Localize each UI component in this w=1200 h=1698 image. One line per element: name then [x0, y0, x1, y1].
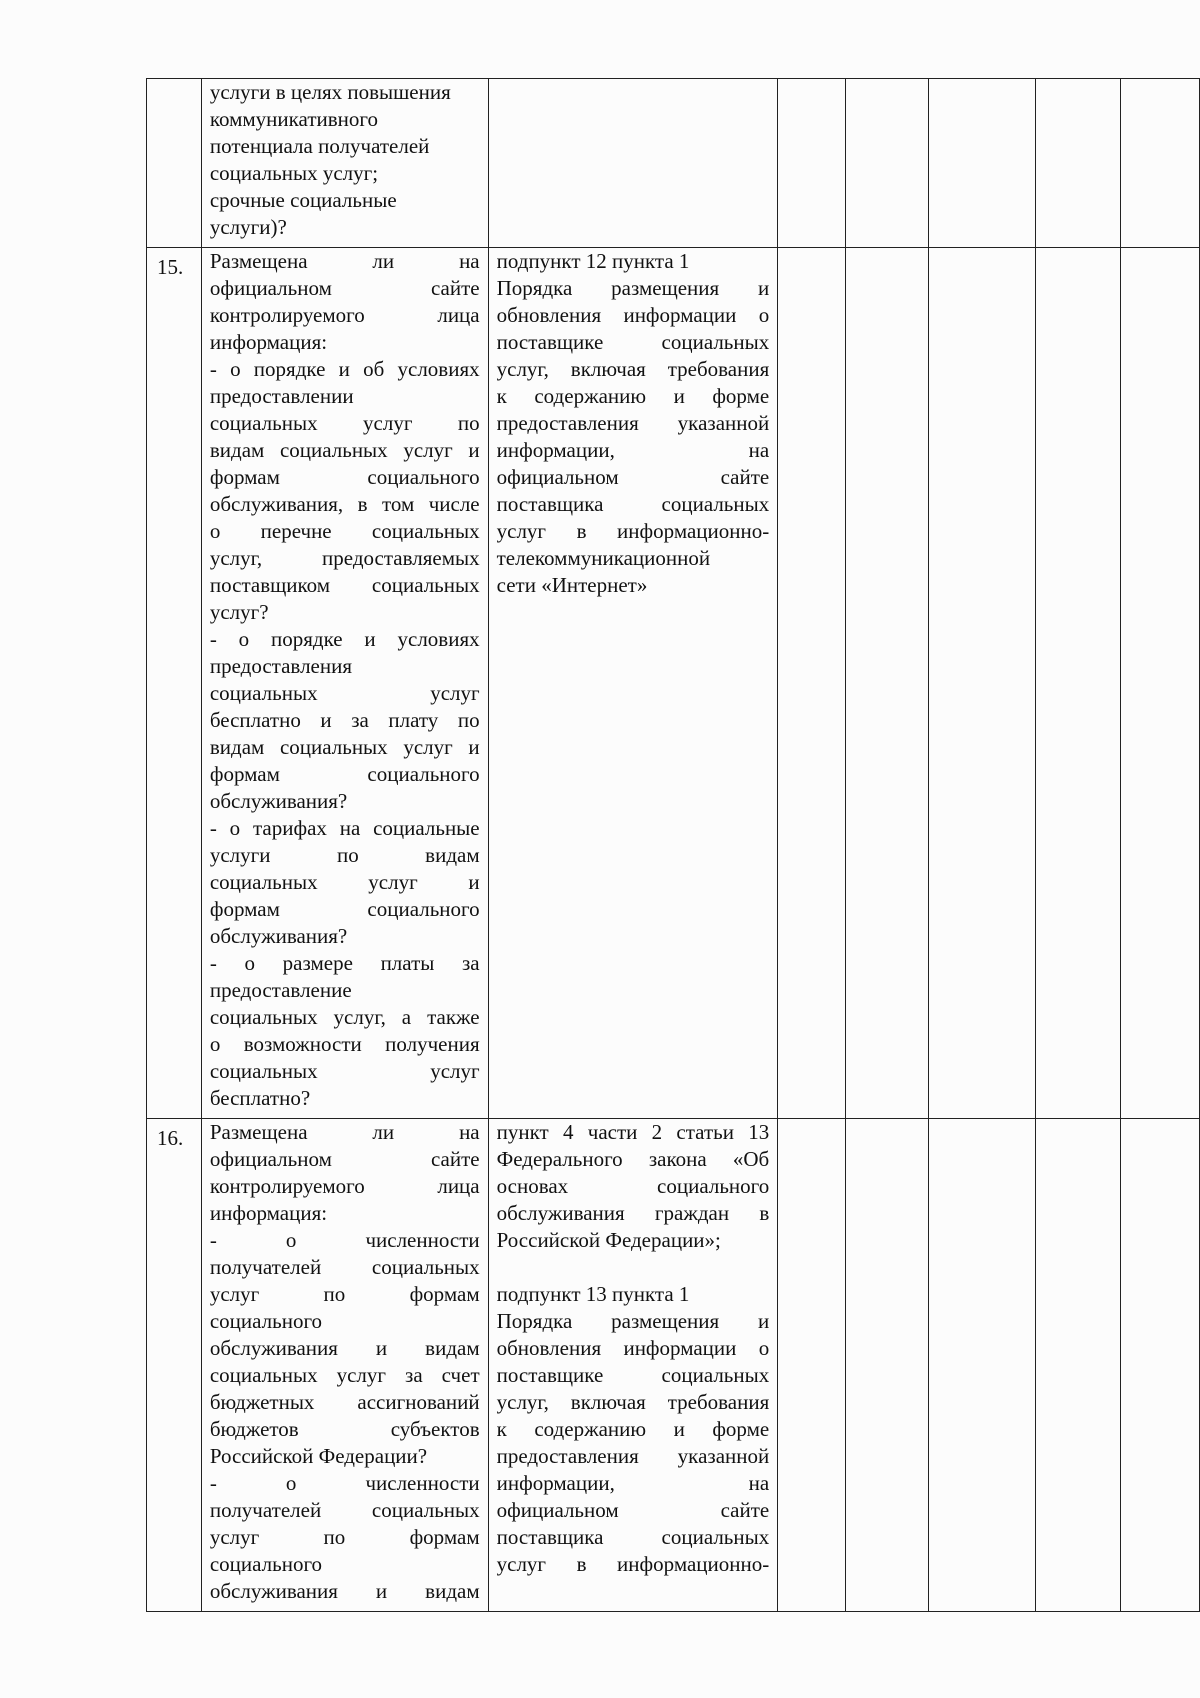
text-line: коммуникативного — [209, 107, 378, 131]
extra-cell — [1120, 248, 1199, 1119]
text-line: социального — [209, 1309, 323, 1333]
legal-reference-cell — [488, 79, 778, 248]
text-line: контролируемого лица — [209, 303, 480, 327]
text-line: о перечне социальных — [209, 519, 480, 543]
text-line: предоставления — [209, 654, 352, 678]
text-line: информации, на — [496, 1471, 770, 1495]
text-line: подпункт 13 пункта 1 — [496, 1282, 690, 1306]
row-number: 15. — [147, 248, 202, 1119]
answer-yes-cell — [778, 79, 845, 248]
text-line: услуги по видам — [209, 843, 480, 867]
row-number: 16. — [147, 1119, 202, 1612]
text-line: официальном сайте — [209, 1147, 480, 1171]
text-line: основах социального — [496, 1174, 770, 1198]
text-line: к содержанию и форме — [496, 384, 770, 408]
text-line: получателей социальных — [209, 1255, 480, 1279]
notes-cell — [1036, 79, 1120, 248]
text-line: видам социальных услуг и — [209, 735, 480, 759]
checklist-table — [146, 78, 1200, 1612]
text-line: - о численности — [209, 1228, 480, 1252]
answer-yes-cell — [778, 1119, 845, 1612]
answer-no-cell — [845, 1119, 928, 1612]
text-line: бесплатно? — [209, 1086, 311, 1110]
text-line: подпункт 12 пункта 1 — [496, 249, 690, 273]
text-line: услуг, включая требования — [496, 1390, 770, 1414]
text-line: Российской Федерации? — [209, 1444, 428, 1468]
notes-cell — [1036, 1119, 1120, 1612]
question-cell — [201, 1119, 488, 1612]
table-row — [147, 248, 1200, 1119]
answer-not-applicable-cell — [929, 79, 1036, 248]
answer-no-cell — [845, 79, 928, 248]
text-line — [497, 1254, 770, 1281]
text-line: поставщика социальных — [496, 1525, 770, 1549]
text-line: к содержанию и форме — [496, 1417, 770, 1441]
text-line: поставщике социальных — [496, 330, 770, 354]
text-line: предоставления указанной — [496, 1444, 770, 1468]
text-line: социальных услуг; — [209, 161, 379, 185]
text-line: обслуживания? — [209, 789, 348, 813]
text-line: предоставление — [209, 978, 352, 1002]
text-line: услуг по формам — [209, 1525, 480, 1549]
text-line: бюджетов субъектов — [209, 1417, 480, 1441]
text-line: обслуживания граждан в — [496, 1201, 770, 1225]
text-line: срочные социальные — [209, 188, 397, 212]
text-line: формам социального — [209, 762, 480, 786]
text-line: социального — [209, 1552, 323, 1576]
text-line: официальном сайте — [209, 276, 480, 300]
text-line: обновления информации о — [496, 1336, 770, 1360]
text-line: обслуживания и видам — [209, 1579, 480, 1603]
text-line: - о тарифах на социальные — [209, 816, 480, 840]
extra-cell — [1120, 1119, 1199, 1612]
text-line: поставщиком социальных — [209, 573, 480, 597]
text-line: социальных услуг, а также — [209, 1005, 480, 1029]
text-line: услуг в информационно- — [496, 1552, 770, 1576]
text-line: пункт 4 части 2 статьи 13 — [496, 1120, 770, 1144]
text-line: о возможности получения — [209, 1032, 480, 1056]
text-line: Федерального закона «Об — [496, 1147, 770, 1171]
text-line: услуги в целях повышения — [209, 80, 451, 104]
text-line: услуг в информационно- — [496, 519, 770, 543]
text-line: услуг, включая требования — [496, 357, 770, 381]
text-line: - о размере платы за — [209, 951, 480, 975]
text-line: - о численности — [209, 1471, 480, 1495]
text-line: - о порядке и об условиях — [209, 357, 480, 381]
row-number — [147, 79, 202, 248]
text-line: видам социальных услуг и — [209, 438, 480, 462]
answer-no-cell — [845, 248, 928, 1119]
text-line: социальных услуг и — [209, 870, 480, 894]
text-line: услуги)? — [209, 215, 287, 239]
legal-reference-cell — [488, 1119, 778, 1612]
text-line: бюджетных ассигнований — [209, 1390, 480, 1414]
text-line: Порядка размещения и — [496, 1309, 770, 1333]
text-line: социальных услуг за счет — [209, 1363, 480, 1387]
text-line: формам социального — [209, 465, 480, 489]
text-line: Размещена ли на — [209, 249, 480, 273]
text-line: сети «Интернет» — [496, 573, 648, 597]
table-row — [147, 1119, 1200, 1612]
text-line: информация: — [209, 330, 328, 354]
text-line: формам социального — [209, 897, 480, 921]
text-line: обслуживания, в том числе — [209, 492, 480, 516]
text-line: социальных услуг по — [209, 411, 480, 435]
text-line: социальных услуг — [209, 1059, 480, 1083]
question-cell — [201, 248, 488, 1119]
text-line: Размещена ли на — [209, 1120, 480, 1144]
text-line: официальном сайте — [496, 1498, 770, 1522]
answer-not-applicable-cell — [929, 1119, 1036, 1612]
text-line: официальном сайте — [496, 465, 770, 489]
text-line: услуг, предоставляемых — [209, 546, 480, 570]
text-line: социальных услуг — [209, 681, 480, 705]
text-line: обновления информации о — [496, 303, 770, 327]
notes-cell — [1036, 248, 1120, 1119]
text-line: услуг по формам — [209, 1282, 480, 1306]
text-line: обслуживания? — [209, 924, 348, 948]
text-line: телекоммуникационной — [496, 546, 711, 570]
legal-reference-cell — [488, 248, 778, 1119]
table-row — [147, 79, 1200, 248]
text-line: бесплатно и за плату по — [209, 708, 480, 732]
question-cell — [201, 79, 488, 248]
text-line: информация: — [209, 1201, 328, 1225]
answer-not-applicable-cell — [929, 248, 1036, 1119]
text-line: поставщика социальных — [496, 492, 770, 516]
text-line: контролируемого лица — [209, 1174, 480, 1198]
text-line: Российской Федерации»; — [496, 1228, 721, 1252]
text-line: Порядка размещения и — [496, 276, 770, 300]
text-line: предоставлении — [209, 384, 354, 408]
text-line: предоставления указанной — [496, 411, 770, 435]
answer-yes-cell — [778, 248, 845, 1119]
text-line: потенциала получателей — [209, 134, 430, 158]
text-line: получателей социальных — [209, 1498, 480, 1522]
text-line: - о порядке и условиях — [209, 627, 480, 651]
text-line: услуг? — [209, 600, 269, 624]
text-line: поставщике социальных — [496, 1363, 770, 1387]
text-line: обслуживания и видам — [209, 1336, 480, 1360]
text-line: информации, на — [496, 438, 770, 462]
extra-cell — [1120, 79, 1199, 248]
